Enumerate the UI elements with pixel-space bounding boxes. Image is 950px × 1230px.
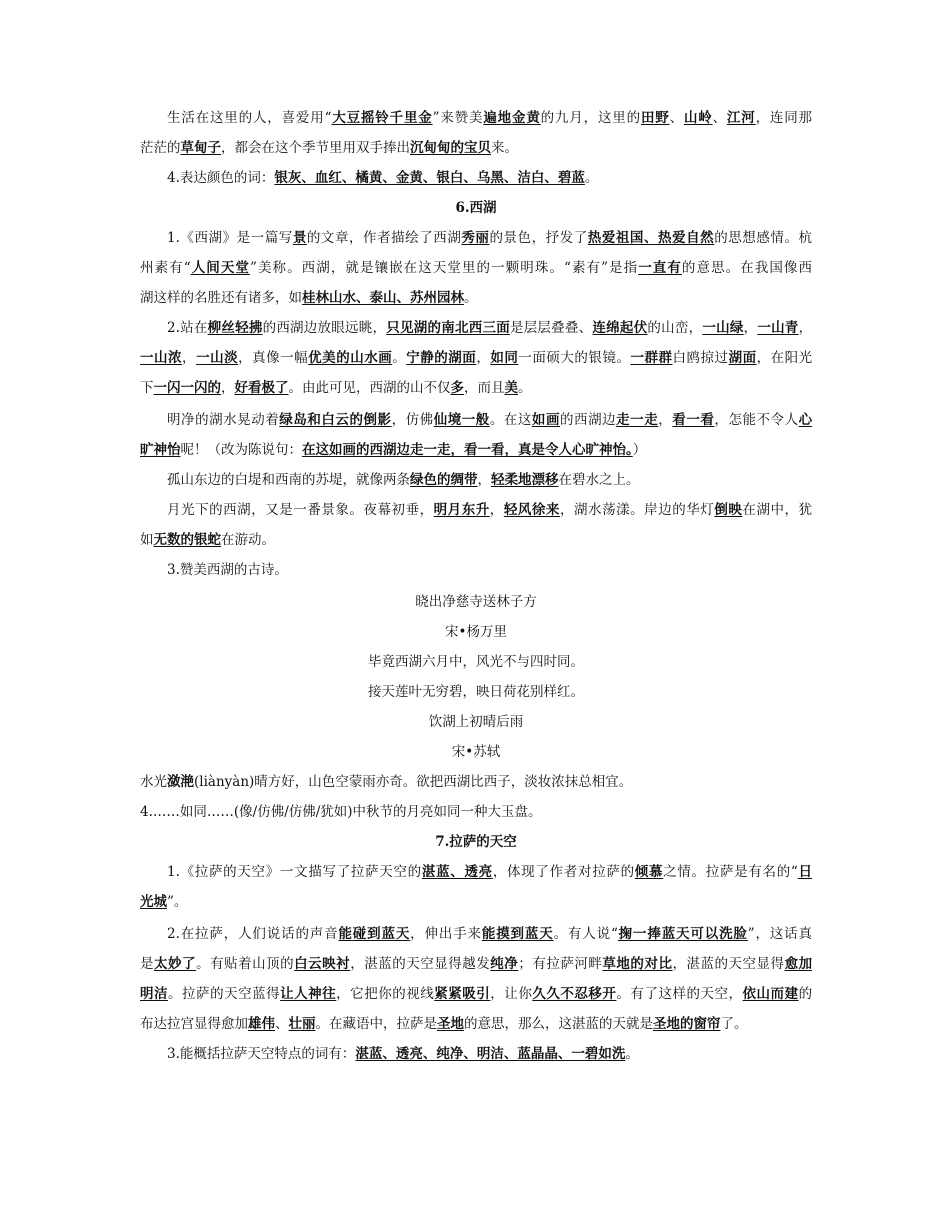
text-run: 4.……如同……(像/仿佛/仿佛/犹如)中秋节的月亮如同一种大玉盘。 xyxy=(140,804,542,820)
paragraph-line xyxy=(140,470,812,490)
key-phrase: 看一看 xyxy=(672,412,715,428)
text-run: 。由此可见，西湖的山不仅 xyxy=(288,380,451,396)
text-run: ；有拉萨河畔 xyxy=(518,956,603,972)
poem-title xyxy=(140,592,812,612)
key-phrase: 光城 xyxy=(140,894,167,910)
text-run: ， xyxy=(798,320,812,336)
key-phrase: 秀丽 xyxy=(461,230,490,246)
key-phrase: 一群群 xyxy=(630,350,673,366)
paragraph-line xyxy=(140,924,812,944)
text-run: 。在这 xyxy=(489,412,532,428)
text-run: 。 xyxy=(584,170,599,186)
text-run: ， xyxy=(477,472,491,488)
text-run: 1.《西湖》是一篇写 xyxy=(167,230,293,246)
key-phrase: 掬一捧蓝天可以洗脸 xyxy=(617,926,748,942)
key-phrase: 能碰到蓝天 xyxy=(338,926,411,942)
key-phrase: 纯净 xyxy=(490,956,519,972)
key-phrase: 轻柔地漂移 xyxy=(491,472,559,488)
key-phrase: 倒映 xyxy=(714,502,743,518)
text-run: ，伸出手来 xyxy=(410,926,482,942)
text-run: ”来赞美 xyxy=(432,110,484,126)
key-phrase: 在这如画的西湖边走一走，看一看，真是令人心旷神怡。 xyxy=(302,442,633,458)
section-heading xyxy=(140,198,812,218)
text-run: 宋•苏轼 xyxy=(451,744,501,760)
text-run: 是层层叠叠、 xyxy=(509,320,593,336)
text-run: 布达拉宫显得愈加 xyxy=(140,1016,248,1032)
paragraph-line xyxy=(140,892,812,912)
key-phrase: 一山淡 xyxy=(196,350,239,366)
key-phrase: 绿色的绸带 xyxy=(410,472,478,488)
text-run: ， xyxy=(182,350,197,366)
text-run: 。 xyxy=(392,350,407,366)
key-phrase: 多 xyxy=(450,380,464,396)
poem-author xyxy=(140,742,812,762)
text-run: 湖这样的名胜还有诸多，如 xyxy=(140,290,302,306)
text-run: 毕竟西湖六月中，风光不与四时同。 xyxy=(368,654,584,670)
key-phrase: 轻风徐来 xyxy=(503,502,560,518)
key-phrase: 连绵起伏 xyxy=(592,320,648,336)
key-phrase: 田野 xyxy=(640,110,670,126)
paragraph-line xyxy=(140,258,812,278)
paragraph-line xyxy=(140,530,812,550)
text-run: 。有人说“ xyxy=(553,926,618,942)
key-phrase: 一闪一闪的 xyxy=(153,380,221,396)
text-run: 饮湖上初晴后雨 xyxy=(428,714,524,730)
text-run: ， xyxy=(489,502,504,518)
text-run: 在湖中，犹 xyxy=(742,502,812,518)
key-phrase: 雄伟 xyxy=(248,1016,275,1032)
text-run: 的文章，作者描绘了西湖 xyxy=(306,230,462,246)
text-run: ，湖水荡漾。岸边的华灯 xyxy=(559,502,715,518)
text-run: 、 xyxy=(275,1016,289,1032)
key-phrase: 明洁 xyxy=(140,986,169,1002)
text-run: ，湛蓝的天空显得越发 xyxy=(350,956,491,972)
key-phrase: 优美的山水画 xyxy=(308,350,393,366)
text-run: 了。 xyxy=(720,1016,748,1032)
text-run: 3.能概括拉萨天空特点的词有： xyxy=(167,1046,356,1062)
key-phrase: 一山绿 xyxy=(702,320,744,336)
text-run: 。有贴着山顶的 xyxy=(196,956,295,972)
key-phrase: 景 xyxy=(292,230,307,246)
key-phrase: 宁静的湖面 xyxy=(406,350,477,366)
key-phrase: 仙境一般 xyxy=(433,412,490,428)
poem-author xyxy=(140,622,812,642)
key-phrase: 一直有 xyxy=(638,260,682,276)
text-run: ”，这话真 xyxy=(747,926,812,942)
paragraph-line xyxy=(140,862,812,882)
paragraph-line xyxy=(140,168,812,188)
paragraph-line xyxy=(140,954,812,974)
key-phrase: 好看极了 xyxy=(234,380,289,396)
text-run: ，而且 xyxy=(464,380,505,396)
text-run: ，体现了作者对拉萨的 xyxy=(492,864,635,880)
paragraph-line xyxy=(140,378,812,398)
text-run: ，仿佛 xyxy=(391,412,434,428)
paragraph-line xyxy=(140,802,812,822)
text-run: 生活在这里的人，喜爱用“ xyxy=(167,110,332,126)
text-run: 4.表达颜色的词： xyxy=(167,170,275,186)
text-run: ，连同那 xyxy=(755,110,812,126)
text-run: 在碧水之上。 xyxy=(558,472,640,488)
text-run: 1.《拉萨的天空》一文描写了拉萨天空的 xyxy=(167,864,422,880)
key-phrase: 久久不忍移开 xyxy=(532,986,617,1002)
key-phrase: 草甸子 xyxy=(180,140,221,156)
poem-title xyxy=(140,712,812,732)
paragraph-line xyxy=(140,410,812,430)
text-run: 的思想感情。杭 xyxy=(714,230,812,246)
key-phrase: 柳丝轻拂 xyxy=(207,320,263,336)
text-run: 的意思。在我国像西 xyxy=(681,260,812,276)
paragraph-line xyxy=(140,500,812,520)
text-run: ，在阳光 xyxy=(756,350,812,366)
key-phrase: 江河 xyxy=(726,110,756,126)
key-phrase: 太妙了 xyxy=(154,956,197,972)
text-run: 3.赞美西湖的古诗。 xyxy=(167,562,288,578)
text-run: 的西湖边放眼远眺， xyxy=(262,320,387,336)
bold-text: 6.西湖 xyxy=(455,200,497,216)
paragraph-line xyxy=(140,560,812,580)
text-run: 。有了这样的天空， xyxy=(616,986,743,1002)
key-phrase: 让人神往 xyxy=(280,986,337,1002)
paragraph-line xyxy=(140,108,812,128)
key-phrase: 壮丽 xyxy=(288,1016,316,1032)
poem-line xyxy=(140,652,812,672)
key-phrase: 一山青 xyxy=(757,320,799,336)
section-heading xyxy=(140,832,812,852)
key-phrase: 桂林山水、泰山、苏州园林 xyxy=(302,290,464,306)
text-run: 州素有“ xyxy=(140,260,191,276)
key-phrase: 湛蓝、透亮 xyxy=(421,864,493,880)
key-phrase: 能摸到蓝天 xyxy=(481,926,554,942)
text-run: ，湛蓝的天空显得 xyxy=(672,956,785,972)
text-run: 之情。拉萨是有名的“ xyxy=(663,864,798,880)
text-run: (liànyàn)晴方好，山色空蒙雨亦奇。欲把西湖比西子，淡妆浓抹总相宜。 xyxy=(194,774,633,790)
text-run: 孤山东边的白堤和西南的苏堤，就像两条 xyxy=(167,472,410,488)
text-run: 在游动。 xyxy=(221,532,275,548)
text-run: 下 xyxy=(140,380,154,396)
key-phrase: 旷神怡 xyxy=(140,442,181,458)
text-run: 2.在拉萨，人们说话的声音 xyxy=(167,926,339,942)
text-run: 、 xyxy=(712,110,727,126)
key-phrase: 愈加 xyxy=(784,956,812,972)
text-run: ，它把你的视线 xyxy=(336,986,435,1002)
key-phrase: 紧紧吸引 xyxy=(434,986,491,1002)
text-run: 晓出净慈寺送林子方 xyxy=(415,594,537,610)
key-phrase: 心 xyxy=(798,412,812,428)
text-run: 茫茫的 xyxy=(140,140,181,156)
key-phrase: 只见湖的南北西三面 xyxy=(386,320,510,336)
text-run: ） xyxy=(632,442,647,458)
key-phrase: 人间天堂 xyxy=(190,260,250,276)
text-run: ”美称。西湖，就是镶嵌在这天堂里的一颗明珠。“素有”是指 xyxy=(249,260,639,276)
key-phrase: 湛蓝、透亮、纯净、明洁、蓝晶晶、一碧如洗 xyxy=(355,1046,626,1062)
paragraph-line xyxy=(140,984,812,1004)
text-run: 的山峦， xyxy=(647,320,703,336)
text-run: 的西湖边 xyxy=(560,412,617,428)
paragraph-line xyxy=(140,288,812,308)
key-phrase: 银灰、血红、橘黄、金黄、银白、乌黑、洁白、碧蓝 xyxy=(274,170,585,186)
bold-text: 潋滟 xyxy=(167,774,194,790)
key-phrase: 一山浓 xyxy=(140,350,183,366)
key-phrase: 倾慕 xyxy=(634,864,664,880)
key-phrase: 明月东升 xyxy=(433,502,490,518)
paragraph-line xyxy=(140,1044,812,1064)
text-run: 2.站在 xyxy=(167,320,208,336)
paragraph-line xyxy=(140,348,812,368)
text-run: 一面硕大的银镜。 xyxy=(518,350,631,366)
key-phrase: 山岭 xyxy=(683,110,713,126)
poem-line xyxy=(140,772,812,792)
text-run: 是 xyxy=(140,956,155,972)
text-run: 的意思，那么，这湛蓝的天就是 xyxy=(464,1016,653,1032)
text-run: 宋•杨万里 xyxy=(445,624,507,640)
text-run: ，让你 xyxy=(490,986,533,1002)
text-run: 接天莲叶无穷碧，映日荷花别样红。 xyxy=(368,684,584,700)
text-run: 。在藏语中，拉萨是 xyxy=(315,1016,437,1032)
key-phrase: 圣地 xyxy=(437,1016,464,1032)
key-phrase: 日 xyxy=(797,864,812,880)
poem-line xyxy=(140,682,812,702)
key-phrase: 湖面 xyxy=(728,350,757,366)
text-run: 如 xyxy=(140,532,154,548)
paragraph-line xyxy=(140,318,812,338)
text-run: 呢！（改为陈说句： xyxy=(180,442,302,458)
text-run: 。 xyxy=(518,380,532,396)
text-run: ”。 xyxy=(167,894,188,910)
text-run: ， xyxy=(658,412,673,428)
text-run: 明净的湖水晃动着 xyxy=(167,412,280,428)
text-run: 、 xyxy=(669,110,684,126)
key-phrase: 如同 xyxy=(490,350,519,366)
key-phrase: 白云映衬 xyxy=(294,956,351,972)
key-phrase: 遍地金黄 xyxy=(483,110,541,126)
text-run: ，真像一幅 xyxy=(238,350,309,366)
key-phrase: 圣地的窗帘 xyxy=(653,1016,721,1032)
text-run: 。拉萨的天空蓝得 xyxy=(168,986,281,1002)
text-run: ，怎能不令人 xyxy=(714,412,799,428)
text-run: 白鸥掠过 xyxy=(672,350,729,366)
text-run: 水光 xyxy=(140,774,167,790)
key-phrase: 绿岛和白云的倒影 xyxy=(279,412,392,428)
text-run: 的景色，抒发了 xyxy=(489,230,588,246)
bold-text: 7.拉萨的天空 xyxy=(435,834,517,850)
key-phrase: 如画 xyxy=(531,412,560,428)
key-phrase: 热爱祖国、热爱自然 xyxy=(587,230,715,246)
key-phrase: 大豆摇铃千里金 xyxy=(331,110,433,126)
key-phrase: 美 xyxy=(504,380,518,396)
text-run: 的九月，这里的 xyxy=(540,110,641,126)
text-run: 月光下的西湖，又是一番景象。夜幕初垂， xyxy=(167,502,434,518)
key-phrase: 沉甸甸的宝贝 xyxy=(410,140,491,156)
paragraph-line xyxy=(140,228,812,248)
text-run: ， xyxy=(743,320,758,336)
paragraph-line xyxy=(140,440,812,460)
paragraph-line xyxy=(140,1014,812,1034)
key-phrase: 草地的对比 xyxy=(602,956,673,972)
paragraph-line xyxy=(140,138,812,158)
key-phrase: 走一走 xyxy=(616,412,659,428)
text-run: 的 xyxy=(798,986,812,1002)
text-run: ， xyxy=(476,350,491,366)
text-run: ， xyxy=(221,380,235,396)
text-run: 。 xyxy=(464,290,478,306)
text-run: 来。 xyxy=(491,140,518,156)
key-phrase: 无数的银蛇 xyxy=(153,532,221,548)
text-run: 。 xyxy=(625,1046,639,1062)
key-phrase: 依山而建 xyxy=(742,986,799,1002)
text-run: ，都会在这个季节里用双手捧出 xyxy=(221,140,410,156)
